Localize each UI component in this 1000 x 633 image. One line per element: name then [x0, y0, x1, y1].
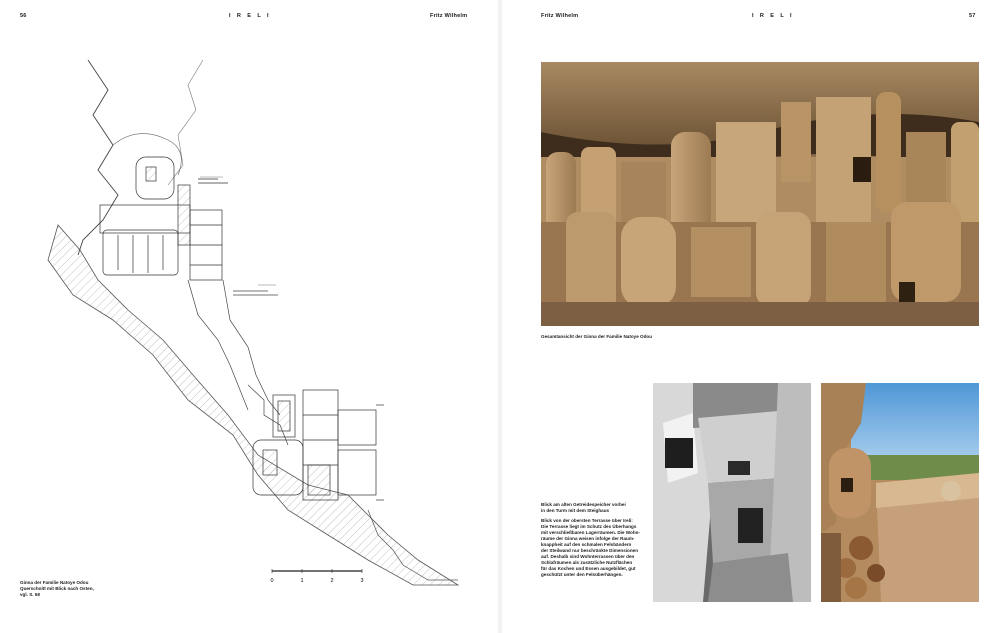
right-caption-column — [541, 502, 649, 582]
left-page-number: 56 — [20, 13, 27, 19]
drawing-caption-line-2: Querschnitt mit Blick nach Osten, — [20, 586, 94, 591]
drawing-caption-line-3: vgl. S. 58 — [20, 592, 40, 597]
scale-label-3: 3 — [360, 578, 364, 584]
drawing-caption — [20, 580, 140, 598]
scale-label-0: 0 — [270, 578, 274, 584]
tower-interior-photo — [653, 383, 811, 602]
page-gutter — [497, 0, 503, 633]
right-page-number: 57 — [969, 13, 976, 19]
cliff-dwelling-photo — [541, 62, 979, 326]
top-photo-caption: Gesamtansicht der Ginna der Familie Natoye Odou — [541, 334, 653, 339]
cross-section-drawing — [18, 55, 488, 595]
scale-label-1: 1 — [300, 578, 304, 584]
left-author: Fritz Wilhelm — [430, 13, 468, 19]
right-author: Fritz Wilhelm — [541, 13, 579, 19]
terrace-photo-caption: Blick von der obersten Terrasse über Ireli: Die Terrasse liegt im Schutz des Überhangs mit verschließbaren Lagerräumen. Die Wohn- räume der Ginna weisen infolge der Raum- knappheit auf den schmalen Felsbändern der Steilwand nur beschränkte Dimensionen auf. Deshalb sind Wohnterrassen über den Schlafräumen als zusätzliche Nutzflächen für das Kochen und Essen ausgebildet, gut geschützt unter den Felsüberhängen. — [541, 518, 640, 577]
left-section-title: I R E L I — [229, 13, 272, 19]
scale-label-2: 2 — [330, 578, 334, 584]
right-section-title: I R E L I — [752, 13, 795, 19]
tower-photo-caption: Blick am alten Getreidespeicher vorbei in den Turm mit dem Steighaus — [541, 502, 626, 513]
scale-bar — [268, 567, 368, 587]
terrace-view-photo — [821, 383, 979, 602]
drawing-caption-line-1: Ginna der Familie Natoye Odou — [20, 580, 89, 585]
